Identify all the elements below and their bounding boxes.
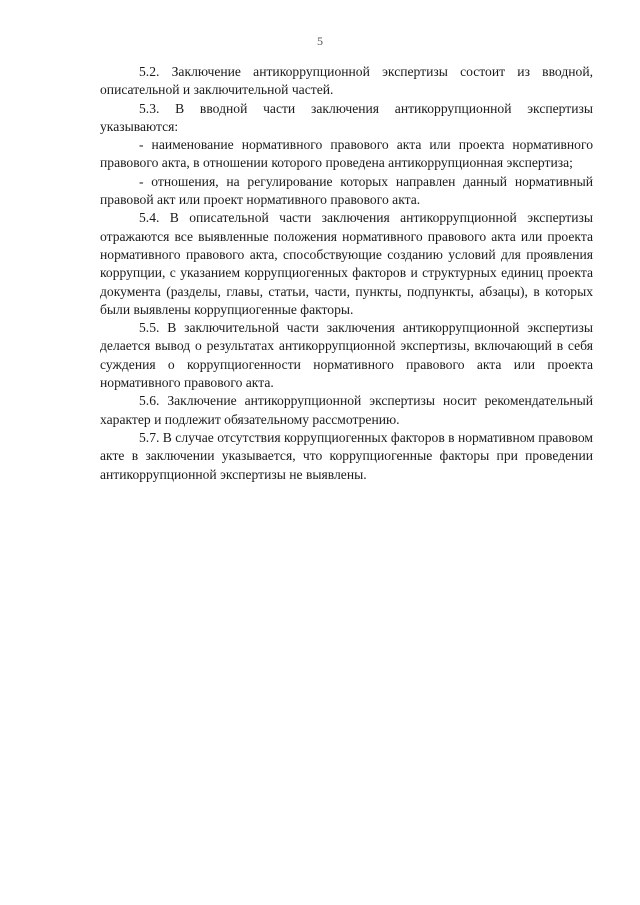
page-number: 5	[317, 34, 323, 48]
list-item-relations: - отношения, на регулирование которых направлен данный нормативный правовой акт или проект нормативного правового акта.	[100, 173, 593, 208]
document-body	[100, 63, 593, 484]
paragraph-5-7: 5.7. В случае отсутствия коррупциогенных факторов в нормативном правовом акте в заключении указывается, что коррупциогенные факторы при проведении антикоррупционной экспертизы не выявлены.	[100, 429, 593, 482]
paragraph-5-5: 5.5. В заключительной части заключения антикоррупционной экспертизы делается вывод о результатах антикоррупционной экспертизы, включающий в себя суждения о коррупциогенности нормативного правового акта или проекта нормативного правового акта.	[100, 320, 593, 391]
paragraph-5-3: 5.3. В вводной части заключения антикоррупционной экспертизы указываются:	[100, 100, 593, 134]
paragraph-5-4: 5.4. В описательной части заключения антикоррупционной экспертизы отражаются все выявленные положения нормативного правового акта или проекта нормативного правового акта, способствующие созданию условий для проявления коррупции, с указанием коррупциогенных факторов и структурных единиц проекта документа (разделы, главы, статьи, части, пункты, подпункты, абзацы), в которых были выявлены коррупциогенные факторы.	[100, 210, 593, 317]
list-item-act-name: - наименование нормативного правового акта или проекта нормативного правового акта, в отношении которого проведена антикоррупционная экспертиза;	[100, 137, 593, 171]
paragraph-5-6: 5.6. Заключение антикоррупционной экспертизы носит рекомендательный характер и подлежит обязательному рассмотрению.	[100, 393, 593, 427]
paragraph-5-2: 5.2. Заключение антикоррупционной экспертизы состоит из вводной, описательной и заключительной частей.	[100, 64, 593, 98]
